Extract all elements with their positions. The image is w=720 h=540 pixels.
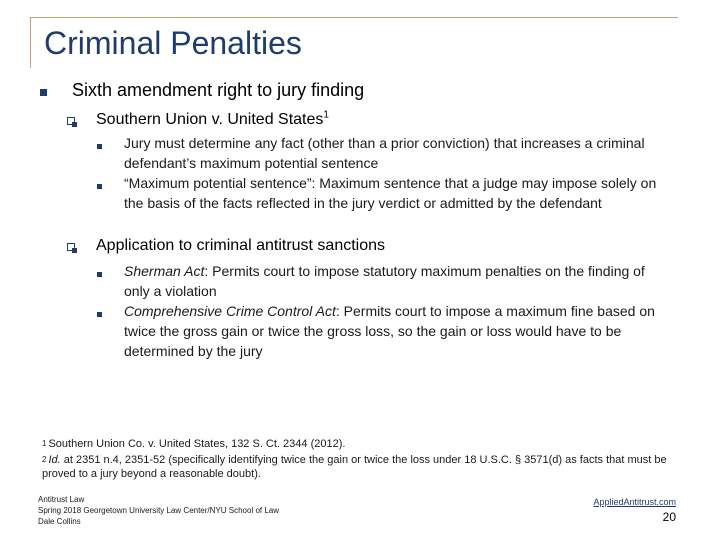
frame-left-rule <box>30 17 31 68</box>
bullet-l2-southern-union: Southern Union v. United States$^1$ <box>96 109 329 128</box>
bullet-l1: Sixth amendment right to jury finding <box>72 80 365 100</box>
bullet-l3-sherman-act: Sherman Act: Permits court to impose statutory maximum penalties on the finding of only a violation <box>124 263 645 299</box>
frame-top-rule <box>30 17 678 18</box>
small-square-bullet-icon <box>97 312 102 317</box>
bullet-l3-jury-fact: Jury must determine any fact (other than a prior conviction) that increases a criminal defendant’s maximum potential sentence <box>124 135 645 171</box>
box-bullet-icon <box>67 117 75 125</box>
footnote-1: $^1$ Southern Union Co. v. United States, 132 S. Ct. 2344 (2012). <box>42 438 346 450</box>
footer-website-link[interactable]: AppliedAntitrust.com <box>593 497 676 507</box>
bullet-l2-application: Application to criminal antitrust sanctions <box>96 237 386 254</box>
footer-course-info <box>38 494 279 527</box>
slide-title: Criminal Penalties <box>44 25 302 61</box>
small-square-bullet-icon <box>97 272 102 277</box>
square-bullet-icon <box>40 89 47 96</box>
footer-line-1: Antitrust Law <box>38 495 85 504</box>
bullet-l3-max-sentence: “Maximum potential sentence”: Maximum sentence that a judge may impose solely on the basis of the facts reflected in the jury verdict or admitted by the defendant <box>124 175 657 211</box>
small-square-bullet-icon <box>97 144 102 149</box>
footnote-2: $^2$ Id. at 2351 n.4, 2351-52 (specifically identifying twice the gain or twice the loss under 18 U.S.C. § 3571(d) as facts that must be proved to a jury beyond a reasonable doubt). <box>42 454 667 480</box>
box-bullet-icon <box>67 243 75 251</box>
footer-line-3: Dale Collins <box>38 517 81 526</box>
page-number: 20 <box>662 510 676 524</box>
bullet-l3-crime-control-act: Comprehensive Crime Control Act: Permits court to impose a maximum fine based on twice the gross gain or twice the gross loss, so the gain or loss would have to be determined by the jury <box>124 303 655 359</box>
small-square-bullet-icon <box>97 184 102 189</box>
footer-line-2: Spring 2018 Georgetown University Law Center/NYU School of Law <box>38 506 280 515</box>
